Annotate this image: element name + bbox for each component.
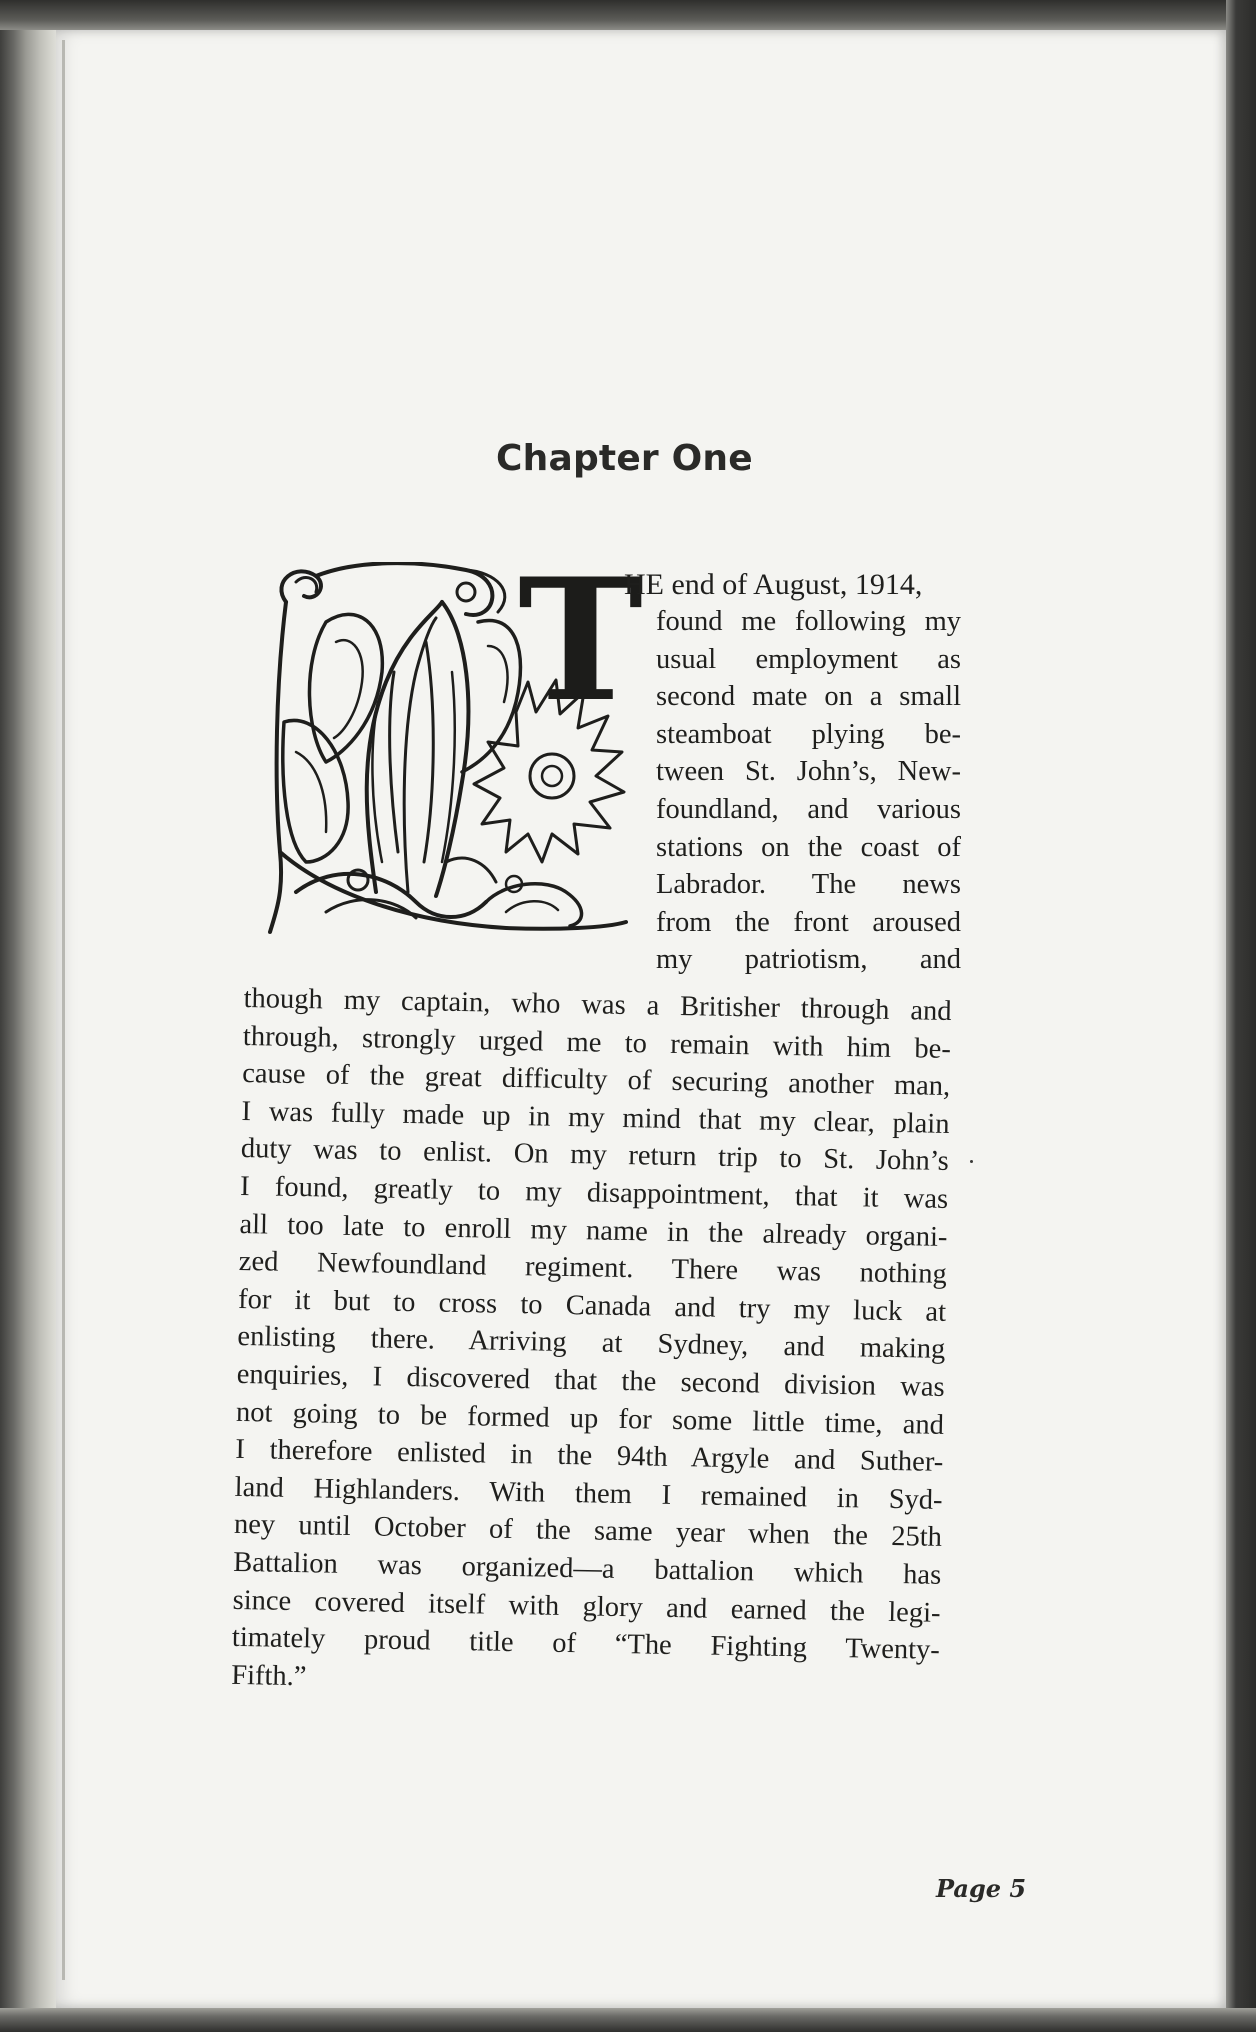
text-line: duty was to enlist. On my return trip to St. John’s	[240, 1133, 950, 1178]
text-line: since covered itself with glory and earned the legi-	[232, 1584, 941, 1629]
text-line: foundland, and various	[656, 793, 961, 825]
text-line: Fifth.”	[230, 1659, 307, 1692]
text-line: I therefore enlisted in the 94th Argyle and Suther-	[235, 1434, 944, 1479]
text-line: I was fully made up in my mind that my clear, plain	[241, 1095, 950, 1140]
text-line: ney until October of the same year when the 25th	[233, 1509, 943, 1554]
text-line: second mate on a small	[656, 681, 961, 713]
text-line: timately proud title of “The Fighting Twenty-	[231, 1621, 941, 1666]
text-line: found me following my	[656, 606, 961, 637]
narrow-paragraph	[656, 603, 961, 979]
text-line: land Highlanders. With them I remained in Syd-	[234, 1471, 943, 1516]
wide-paragraph	[231, 980, 952, 1707]
text-line: though my captain, who was a Britisher through and	[243, 982, 952, 1027]
scan-right-edge	[1226, 0, 1256, 2032]
text-line: steamboat plying be-	[656, 718, 961, 750]
chapter-title: Chapter One	[496, 438, 753, 479]
text-line: zed Newfoundland regiment. There was nothing	[238, 1246, 948, 1291]
ink-speck	[970, 1160, 973, 1163]
text-line: all too late to enroll my name in the already organi-	[239, 1208, 948, 1253]
scan-bottom-edge	[0, 2008, 1256, 2032]
text-line: from the front aroused	[656, 906, 961, 938]
text-line: my patriotism, and	[656, 944, 961, 976]
text-line: enlisting there. Arriving at Sydney, and making	[237, 1321, 946, 1366]
text-line: Labrador. The news	[656, 869, 961, 901]
text-line: I found, greatly to my disappointment, that it was	[239, 1170, 949, 1215]
first-line: HE end of August, 1914,	[624, 568, 923, 601]
text-line: not going to be formed up for some little time, and	[235, 1396, 945, 1441]
text-line: stations on the coast of	[656, 831, 961, 863]
text-line: tween St. John’s, New-	[656, 756, 961, 788]
text-line: enquiries, I discovered that the second division was	[236, 1358, 945, 1403]
page-number: Page 5	[936, 1874, 1027, 1903]
text-line: for it but to cross to Canada and try my luck at	[237, 1283, 947, 1328]
text-line: cause of the great difficulty of securing another man,	[241, 1058, 951, 1103]
scan-top-edge	[0, 0, 1256, 30]
page-spine-edge	[62, 40, 65, 1980]
drop-cap-letter: T	[518, 541, 644, 739]
text-line: Battalion was organized—a battalion which has	[233, 1546, 942, 1591]
text-line: usual employment as	[656, 643, 961, 675]
text-line: through, strongly urged me to remain with him be-	[242, 1020, 952, 1065]
